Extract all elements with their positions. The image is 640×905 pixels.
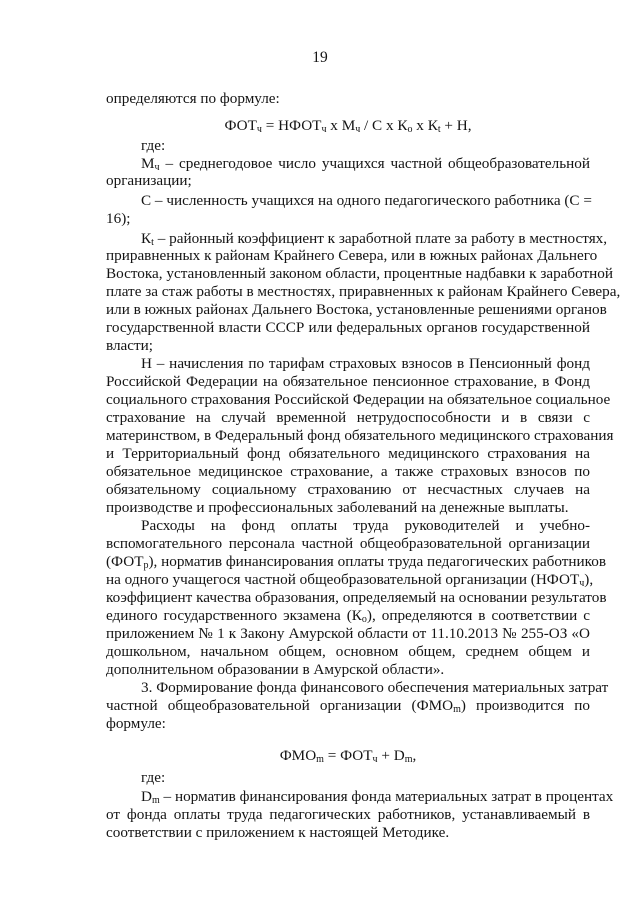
h-definition-line: материнством, в Федеральный фонд обязательного медицинского страхования [106, 427, 614, 444]
d-definition-line: соответствии с приложением к настоящей Методике. [106, 824, 450, 841]
where-label: где: [141, 137, 166, 154]
h-definition-line: обязательное медицинское страхование, а также страховых взносов по [106, 463, 590, 480]
section3-line: частной общеобразовательной организации $(ФМО_m)$ производится по [106, 697, 590, 715]
expenses-line: дошкольном, начальном общем, основном общем, среднем общем и [106, 643, 590, 660]
intro-line: определяются по формуле: [106, 90, 280, 107]
m-definition-line: организации; [106, 172, 192, 189]
h-definition-line: и Территориальный фонд обязательного медицинского страхования на [106, 445, 590, 462]
expenses-line: $(ФОТ_р)$, норматив финансирования оплаты труда педагогических работников [106, 553, 607, 571]
page-number: 19 [312, 49, 328, 66]
h-definition-line: производстве и профессиональных заболеваний на денежные выплаты. [106, 499, 569, 516]
k-definition-line: Востока, установленный законом области, процентные надбавки к заработной [106, 265, 614, 282]
expenses-line: приложением № 1 к Закону Амурской области от 11.10.2013 № 255-ОЗ «О [106, 625, 590, 642]
section3-line: 3. Формирование фонда финансового обеспечения материальных затрат [141, 679, 609, 696]
k-definition-line: государственной власти СССР или федеральных органов государственной [106, 319, 590, 336]
k-definition-line: плате за стаж работы в местностях, приравненных к районам Крайнего Севера, [106, 283, 621, 300]
c-definition-line: 16); [106, 210, 131, 227]
expenses-line: Расходы на фонд оплаты труда руководителей и учебно- [141, 517, 590, 534]
h-definition-line: Н – начисления по тарифам страховых взносов в Пенсионный фонд [141, 355, 590, 372]
h-definition-line: Российской Федерации на обязательное пенсионное страхование, в Фонд [106, 373, 590, 390]
k-definition-line: $К_t$ – районный коэффициент к заработной плате за работу в местностях, [141, 230, 608, 248]
formula-fmo: $ФМО_m = ФОТ_ч + D_m$, [279, 747, 417, 765]
m-definition-line: $М_ч$ – среднегодовое число учащихся частной общеобразовательной [141, 155, 590, 173]
h-definition-line: социального страхования Российской Федерации на обязательное социальное [106, 391, 611, 408]
formula-fot: $ФОТ_ч$ = $НФОТ_ч$ х $М_ч$ / С х $К_о$ х $К_t + Н$, [224, 117, 472, 135]
where-label: где: [141, 769, 166, 786]
expenses-line: коэффициент качества образования, определяемый на основании результатов [106, 589, 607, 606]
expenses-line: на одного учащегося частной общеобразовательной организации $(НФОТ_ч)$, [106, 571, 594, 589]
d-definition-line: от фонда оплаты труда педагогических работников, устанавливаемый в [106, 806, 590, 823]
h-definition-line: обязательному социальному страхованию от несчастных случаев на [106, 481, 590, 498]
c-definition-line: С – численность учащихся на одного педагогического работника (С = [141, 192, 592, 209]
section3-line: формуле: [106, 715, 166, 732]
k-definition-line: власти; [106, 337, 154, 354]
expenses-line: вспомогательного персонала частной общеобразовательной организации [106, 535, 590, 552]
expenses-line: дополнительном образовании в Амурской области». [106, 661, 445, 678]
h-definition-line: страхование на случай временной нетрудоспособности и в связи с [106, 409, 590, 426]
expenses-line: единого государственного экзамена $(К_о)$, определяются в соответствии с [106, 607, 590, 625]
k-definition-line: или в южных районах Дальнего Востока, установленные решениями органов [106, 301, 607, 318]
k-definition-line: приравненных к районам Крайнего Севера, или в южных районах Дальнего [106, 247, 598, 264]
d-definition-line: $D_m$ – норматив финансирования фонда материальных затрат в процентах [141, 788, 614, 806]
